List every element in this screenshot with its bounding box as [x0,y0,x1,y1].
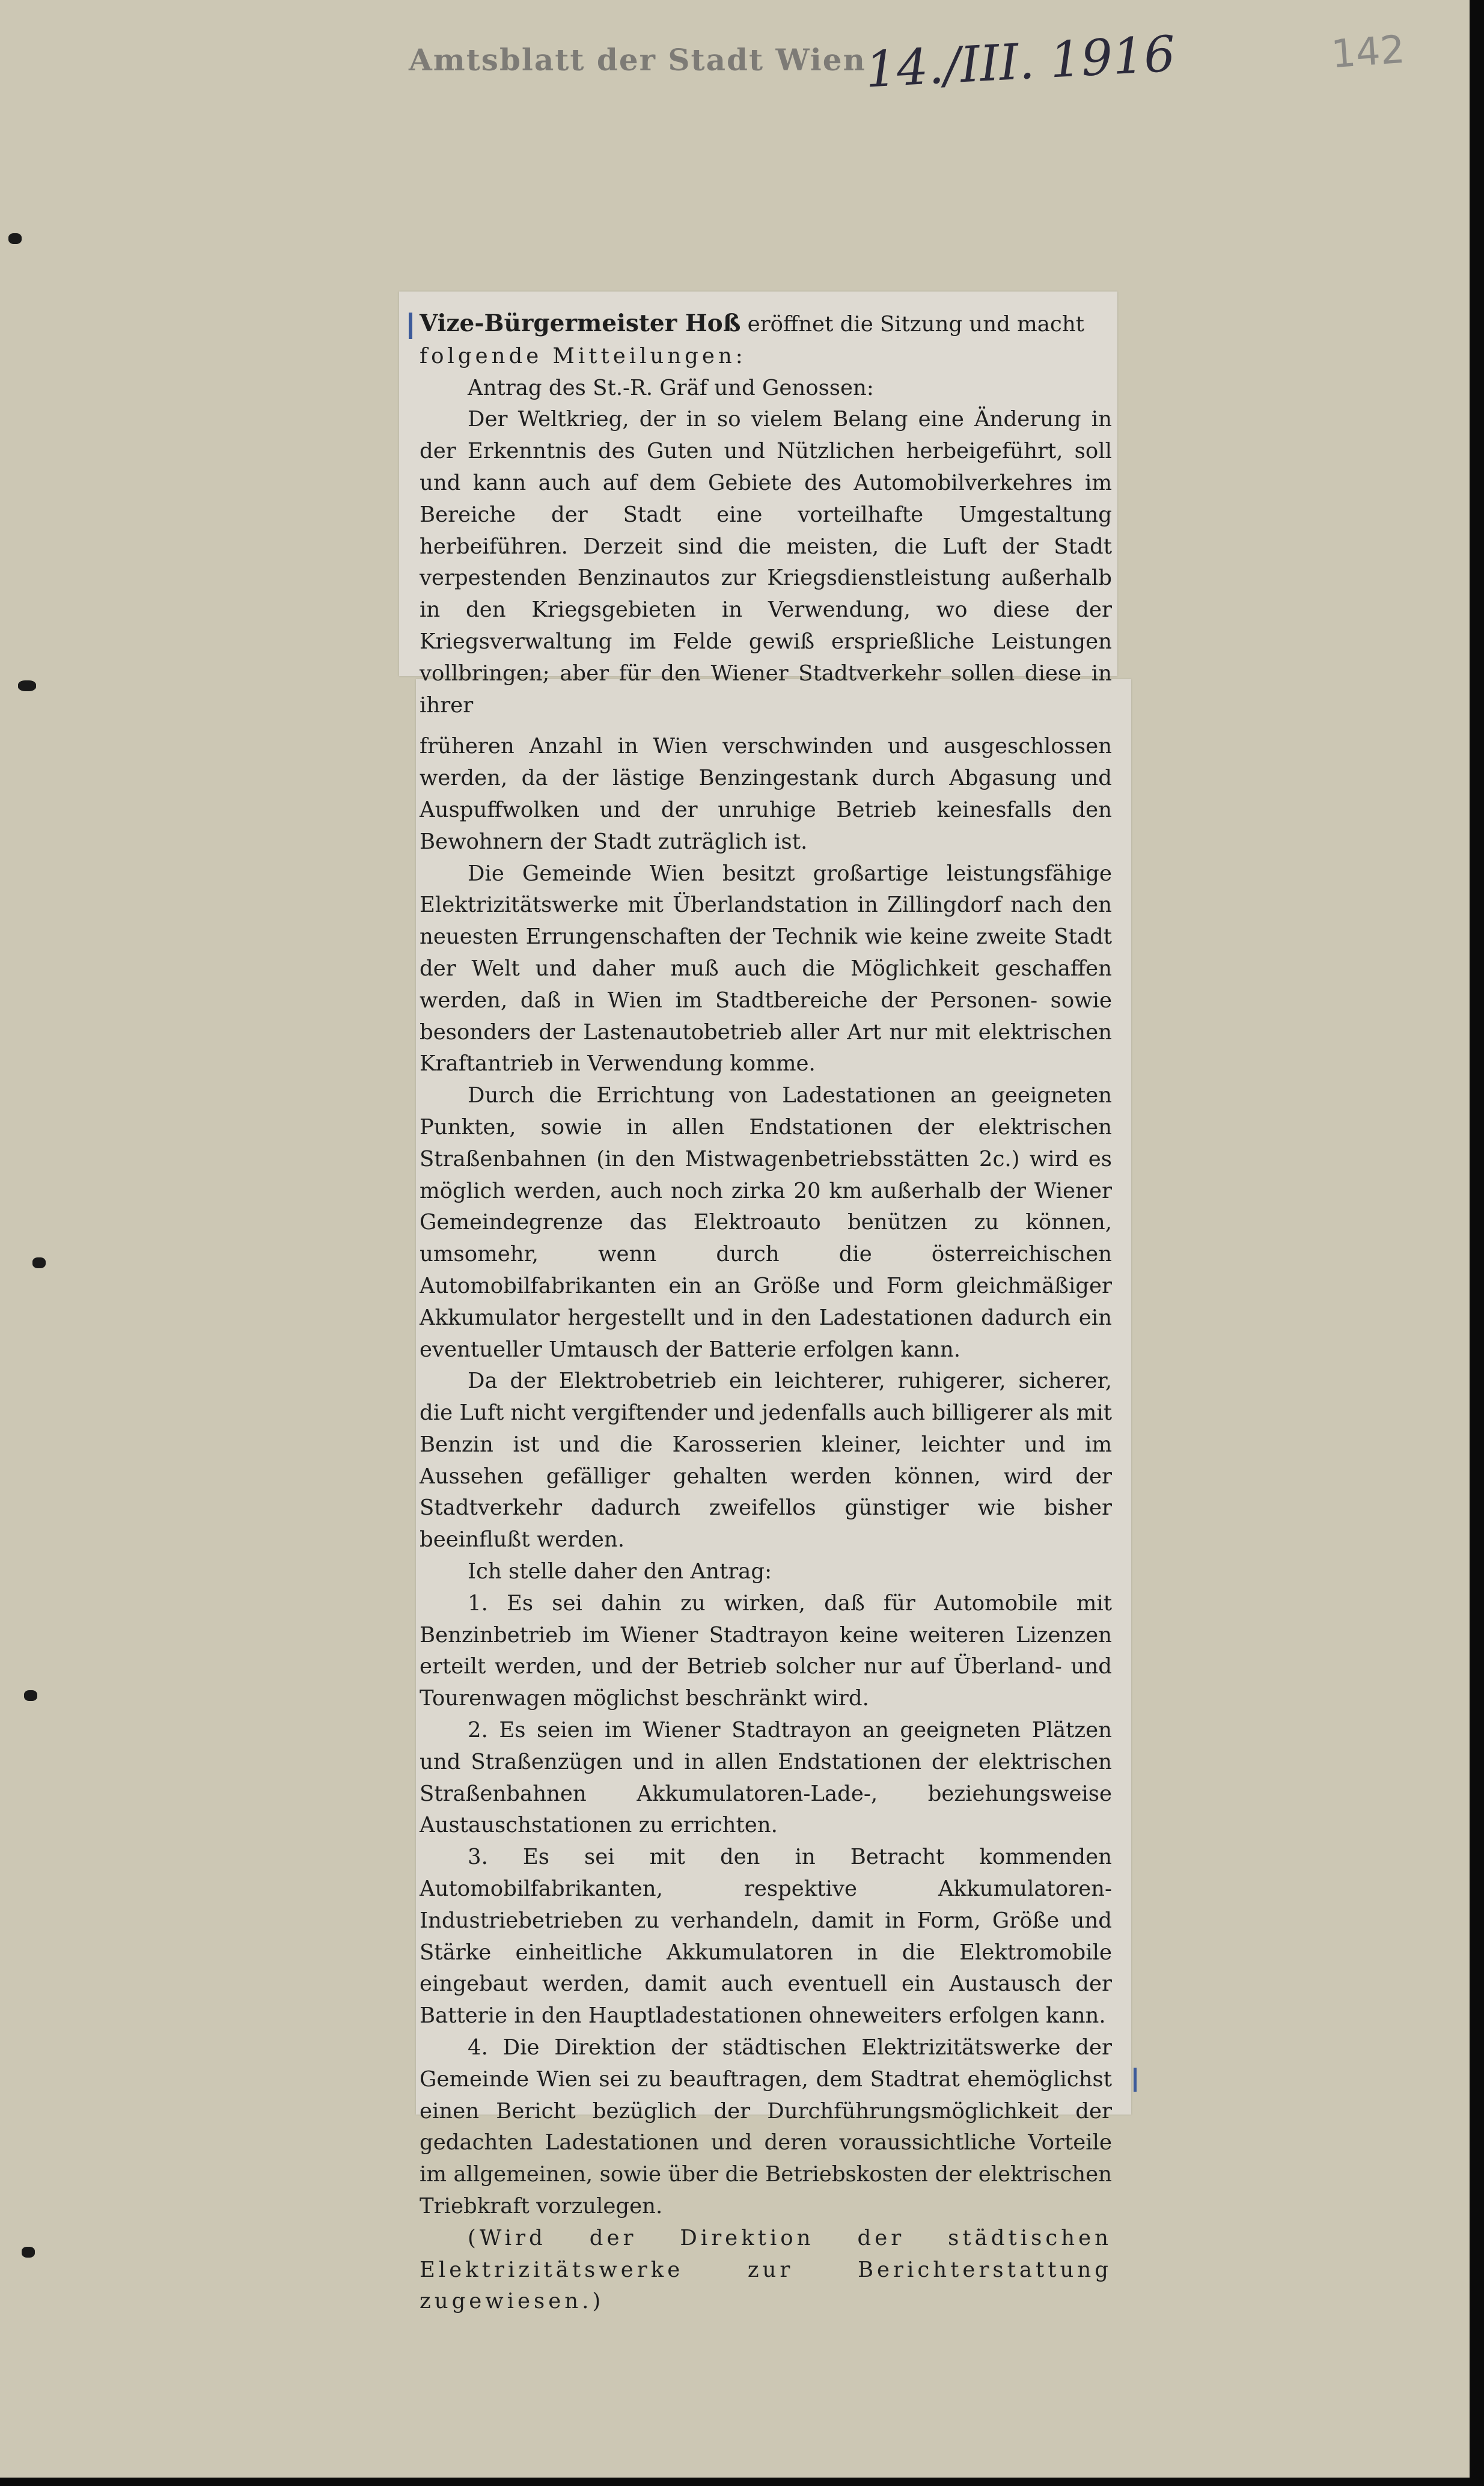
punch-hole-mark [18,680,36,691]
intro-line-2: folgende Mitteilungen: [420,343,747,368]
punch-hole-mark [32,1257,46,1268]
handwritten-page-number: 142 [1330,27,1406,78]
blue-pencil-mark [1134,2068,1137,2092]
article-text [420,308,1112,2318]
paragraph: Der Weltkrieg, der in so vielem Belang eine Änderung in der Erkenntnis des Guten und Nützlichen herbeigeführt, soll und kann auch auf dem Gebiete des Automobilverkehres im Bereiche der Stadt eine vorteilhafte Umgestaltung herbeiführen. Derzeit sind die meisten, die Luft der Stadt verpestenden Benzinautos zur Kriegsdienstleistung außerhalb in den Kriegsgebieten in Verwendung, wo diese der Kriegsverwaltung im Felde gewiß ersprießliche Leistungen vollbringen; aber für den Wiener Stadtverkehr sollen diese in ihrer [420,407,1112,718]
motion-item: 2. Es seien im Wiener Stadtrayon an geeigneten Plätzen und Straßenzügen und in allen Endstationen der elektrischen Straßenbahnen Akkumulatoren-Lade-, beziehungsweise Austauschstationen zu errichten. [420,1718,1112,1838]
clipping-seam [420,721,1112,731]
punch-hole-mark [8,233,22,244]
newspaper-stamp: Amtsblatt der Stadt Wien [409,42,866,78]
scan-border-right [1470,0,1484,2486]
punch-hole-mark [22,2247,35,2258]
intro-line [420,308,1112,341]
scan-border-bottom [0,2478,1484,2486]
handwritten-date: 14./III. 1916 [864,25,1177,99]
motion-item: 3. Es sei mit den in Betracht kommenden Automobilfabrikanten, respektive Akkumulatoren-Industriebetrieben zu verhandeln, damit in Form, Größe und Stärke einheitliche Akkumulatoren in die Elektromobile eingebaut werden, damit auch eventuell ein Austausch der Batterie in den Hauptladestationen ohneweiters erfolgen kann. [420,1845,1112,2029]
paragraph: Da der Elektrobetrieb ein leichterer, ruhigerer, sicherer, die Luft nicht vergiftender und jedenfalls auch billigerer als mit Benzin ist und die Karosserien kleiner, leichter und im Aussehen gefälliger gehalten werden können, wird der Stadtverkehr dadurch zweifellos günstiger wie bisher beeinflußt werden. [420,1369,1112,1553]
paragraph: Durch die Errichtung von Ladestationen an geeigneten Punkten, sowie in allen Endstationen der elektrischen Straßenbahnen (in den Mistwagenbetriebsstätten 2c.) wird es möglich werden, auch noch zirka 20 km außerhalb der Wiener Gemeindegrenze das Elektroauto benützen zu können, umsomehr, wenn durch die österreichischen Automobilfabrikanten ein an Größe und Form gleichmäßiger Akkumulator hergestellt und in den Ladestationen dadurch ein eventueller Umtausch der Batterie erfolgen kann. [420,1083,1112,1362]
punch-hole-mark [24,1690,37,1701]
paragraph: Ich stelle daher den Antrag: [468,1559,772,1584]
paragraph: Die Gemeinde Wien besitzt großartige leistungsfähige Elektrizitätswerke mit Überlandstation in Zillingdorf nach den neuesten Errungenschaften der Technik wie keine zweite Stadt der Welt und daher muß auch die Möglichkeit geschaffen werden, daß in Wien im Stadtbereiche der Personen- sowie besonders der Lastenautobetrieb aller Art nur mit elektrischen Kraftantrieb in Verwendung komme. [420,861,1112,1077]
speaker-name: Vize-Bürgermeister Hoß [420,310,741,337]
antrag-title: Antrag des St.-R. Gräf und Genossen: [468,375,874,400]
intro-rest: eröffnet die Sitzung und macht [747,312,1084,337]
motion-item: 4. Die Direktion der städtischen Elektrizitätswerke der Gemeinde Wien sei zu beauftragen, dem Stadtrat ehemöglichst einen Bericht bezüglich der Durchführungsmöglichkeit der gedachten Ladestationen und deren voraussichtliche Vorteile im allgemeinen, sowie über die Betriebskosten der elektrischen Triebkraft vorzulegen. [420,2035,1112,2219]
motion-item: 1. Es sei dahin zu wirken, daß für Automobile mit Benzinbetrieb im Wiener Stadtrayon keine weiteren Lizenzen erteilt werden, und der Betrieb solcher nur auf Überland- und Tourenwagen möglichst beschränkt wird. [420,1590,1112,1711]
blue-pencil-mark [409,313,412,339]
paragraph: früheren Anzahl in Wien verschwinden und ausgeschlossen werden, da der lästige Benzingestank durch Abgasung und Auspuffwolken und der unruhige Betrieb keinesfalls den Bewohnern der Stadt zuträglich ist. [420,734,1112,854]
closing-note: (Wird der Direktion der städtischen Elektrizitätswerke zur Berichterstattung zugewiesen.) [420,2225,1112,2314]
